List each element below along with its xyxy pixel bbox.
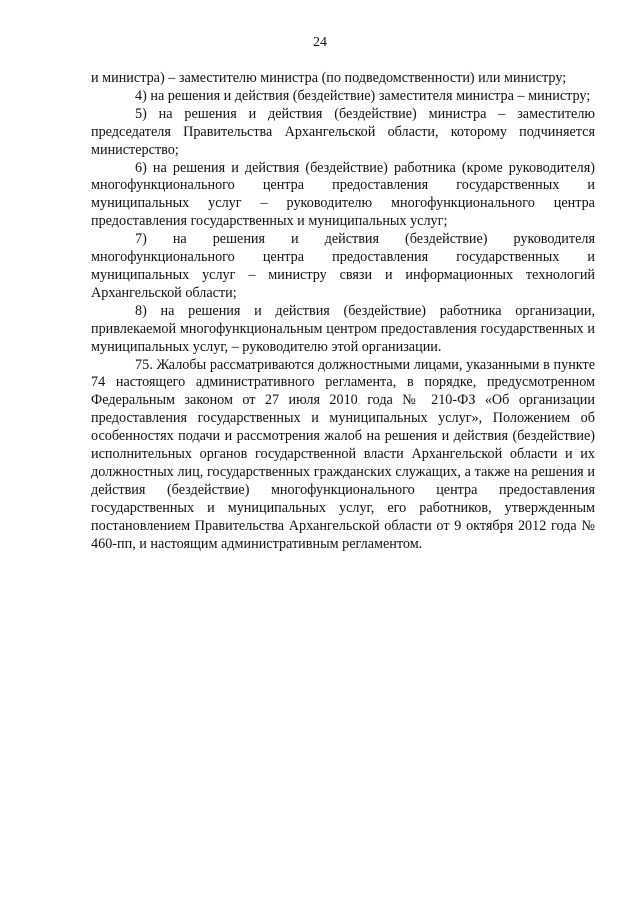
- paragraph-item-6: 6) на решения и действия (бездействие) работника (кроме руководителя) многофункционального центра предоставления государственных и муниципальных услуг – руководителю многофункционального центра предоставления государственных и муниципальных услуг;: [91, 159, 595, 230]
- paragraph-continuation: и министра) – заместителю министра (по подведомственности) или министру;: [91, 70, 567, 86]
- paragraph-item-8: 8) на решения и действия (бездействие) работника организации, привлекаемой многофункциональным центром предоставления государственных и муниципальных услуг, – руководителю этой организации.: [91, 302, 595, 355]
- paragraph-item-7: 7) на решения и действия (бездействие) руководителя многофункционального центра предоставления государственных и муниципальных услуг – министру связи и информационных технологий Архангельской области;: [91, 231, 595, 301]
- paragraph-item-4: 4) на решения и действия (бездействие) заместителя министра – министру;: [135, 87, 591, 104]
- paragraph-clause-75: 75. Жалобы рассматриваются должностными лицами, указанными в пункте 74 настоящего административного регламента, в порядке, предусмотренном Федеральным законом от 27 июля 2010 года № 210-ФЗ «Об организации предоставления государственных и муниципальных услуг», Положением об особенностях подачи и рассмотрения жалоб на решения и действия (бездействие) исполнительных органов государственной власти Архангельской области и их должностных лиц, государственных гражданских служащих, а также на решения и действия (бездействие) многофункционального центра предоставления государственных и муниципальных услуг, его работников, утвержденным постановлением Правительства Архангельской области от 9 октября 2012 года № 460-пп, и настоящим административным регламентом.: [91, 356, 595, 552]
- document-body: [91, 70, 595, 553]
- paragraph-item-5: 5) на решения и действия (бездействие) министра – заместителю председателя Правительства Архангельской области, которому подчиняется министерство;: [91, 105, 595, 158]
- page-number: 24: [313, 35, 327, 50]
